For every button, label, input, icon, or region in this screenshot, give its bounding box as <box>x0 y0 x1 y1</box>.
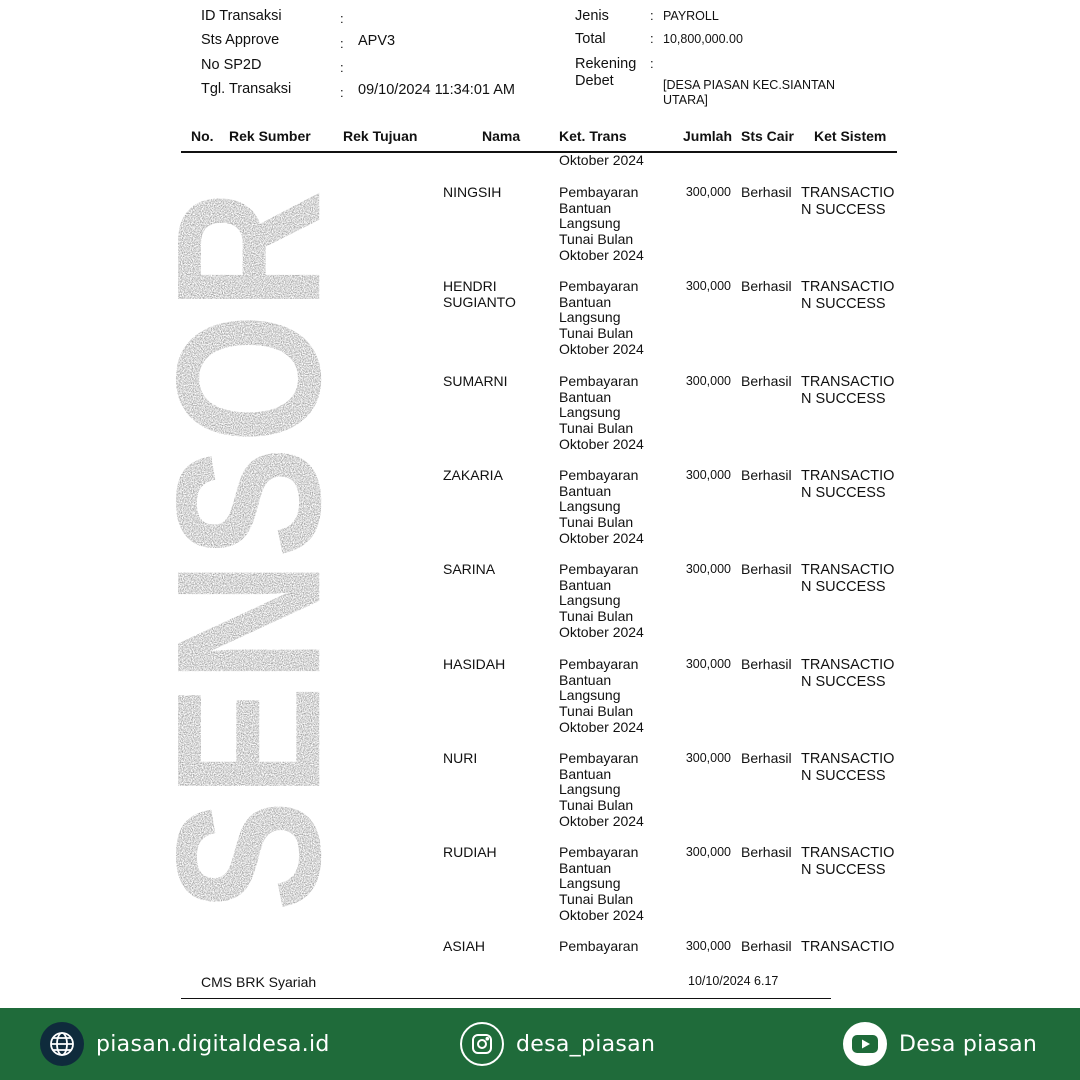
colon: : <box>650 31 654 46</box>
footer-app-name: CMS BRK Syariah <box>201 974 317 990</box>
row-jumlah: 300,000 <box>685 657 731 671</box>
row-sts-cair: Berhasil <box>741 373 792 389</box>
row-jumlah: 300,000 <box>685 939 731 953</box>
id-transaksi-label: ID Transaksi <box>201 8 282 24</box>
row-jumlah: 300,000 <box>685 468 731 482</box>
row-ket-sistem: TRANSACTIO N SUCCESS <box>801 185 895 218</box>
row-jumlah: 300,000 <box>685 845 731 859</box>
row-ket-trans: Pembayaran <box>559 938 639 954</box>
column-header-ket-sistem: Ket Sistem <box>814 128 887 144</box>
stamp-lettering: SENSOR <box>132 186 364 912</box>
column-header-rek-sumber: Rek Sumber <box>229 128 311 144</box>
row-ket-trans: Pembayaran Bantuan Langsung Tunai Bulan Oktober 2024 <box>559 278 644 357</box>
row-sts-cair: Berhasil <box>741 561 792 577</box>
row-ket-trans: Pembayaran Bantuan Langsung Tunai Bulan Oktober 2024 <box>559 750 644 829</box>
youtube-link[interactable] <box>843 1022 1037 1066</box>
row-jumlah: 300,000 <box>685 562 731 576</box>
row-ket-trans: Pembayaran Bantuan Langsung Tunai Bulan Oktober 2024 <box>559 373 644 452</box>
website-label: piasan.digitaldesa.id <box>96 1031 330 1057</box>
row-ket-sistem: TRANSACTIO N SUCCESS <box>801 751 895 784</box>
row-ket-trans: Pembayaran Bantuan Langsung Tunai Bulan Oktober 2024 <box>559 561 644 640</box>
tgl-transaksi-label: Tgl. Transaksi <box>201 81 292 97</box>
row-ket-sistem: TRANSACTIO N SUCCESS <box>801 657 895 690</box>
column-header-sts-cair: Sts Cair <box>741 128 794 144</box>
sts-approve-value: APV3 <box>358 33 396 49</box>
total-label: Total <box>575 31 606 47</box>
row-sts-cair: Berhasil <box>741 844 792 860</box>
row-sts-cair: Berhasil <box>741 750 792 766</box>
column-header-jumlah: Jumlah <box>683 128 733 144</box>
row-jumlah: 300,000 <box>685 751 731 765</box>
row-jumlah: 300,000 <box>685 279 731 293</box>
colon: : <box>340 85 344 100</box>
row-sts-cair: Berhasil <box>741 467 792 483</box>
row-sts-cair: Berhasil <box>741 938 792 954</box>
instagram-link[interactable] <box>460 1022 655 1066</box>
row-jumlah: 300,000 <box>685 374 731 388</box>
instagram-icon <box>460 1022 504 1066</box>
row-ket-trans: Pembayaran Bantuan Langsung Tunai Bulan Oktober 2024 <box>559 656 644 735</box>
continued-ket-trans: Oktober 2024 <box>559 152 644 168</box>
row-ket-sistem: TRANSACTIO <box>801 939 895 955</box>
column-header-ket-trans: Ket. Trans <box>559 128 627 144</box>
row-ket-sistem: TRANSACTIO N SUCCESS <box>801 845 895 878</box>
tgl-transaksi-value: 09/10/2024 11:34:01 AM <box>358 82 515 98</box>
total-value: 10,800,000.00 <box>663 32 743 46</box>
row-nama: SARINA <box>443 561 496 577</box>
column-header-no: No. <box>191 128 214 144</box>
column-header-rek-tujuan: Rek Tujuan <box>343 128 418 144</box>
row-jumlah: 300,000 <box>685 185 731 199</box>
colon: : <box>650 56 654 71</box>
row-sts-cair: Berhasil <box>741 278 792 294</box>
row-ket-sistem: TRANSACTIO N SUCCESS <box>801 279 895 312</box>
row-nama: NURI <box>443 750 478 766</box>
row-ket-trans: Pembayaran Bantuan Langsung Tunai Bulan Oktober 2024 <box>559 184 644 263</box>
youtube-icon <box>843 1022 887 1066</box>
jenis-value: PAYROLL <box>663 9 719 23</box>
sts-approve-label: Sts Approve <box>201 32 280 48</box>
row-nama: ASIAH <box>443 938 486 954</box>
row-nama: RUDIAH <box>443 844 497 860</box>
row-nama: ZAKARIA <box>443 467 503 483</box>
row-ket-sistem: TRANSACTIO N SUCCESS <box>801 374 895 407</box>
social-banner <box>0 1008 1080 1080</box>
column-header-nama: Nama <box>482 128 521 144</box>
censor-stamp <box>132 186 424 912</box>
footer-timestamp: 10/10/2024 6.17 <box>688 974 779 988</box>
colon: : <box>340 11 344 26</box>
globe-icon <box>40 1022 84 1066</box>
header-divider <box>181 151 897 153</box>
rekening-debet-value: [DESA PIASAN KEC.SIANTAN UTARA] <box>663 78 836 107</box>
rekening-label: Rekening <box>575 56 637 72</box>
website-link[interactable] <box>40 1022 330 1066</box>
row-nama: HENDRI SUGIANTO <box>443 278 516 310</box>
no-sp2d-label: No SP2D <box>201 57 262 73</box>
youtube-label: Desa piasan <box>899 1031 1038 1057</box>
instagram-label: desa_piasan <box>516 1031 656 1057</box>
row-ket-sistem: TRANSACTIO N SUCCESS <box>801 562 895 595</box>
colon: : <box>340 36 344 51</box>
row-nama: SUMARNI <box>443 373 508 389</box>
footer-divider <box>181 998 831 999</box>
row-sts-cair: Berhasil <box>741 656 792 672</box>
debet-label: Debet <box>575 73 614 89</box>
jenis-label: Jenis <box>575 8 609 24</box>
row-nama: HASIDAH <box>443 656 506 672</box>
row-sts-cair: Berhasil <box>741 184 792 200</box>
colon: : <box>340 60 344 75</box>
colon: : <box>650 8 654 23</box>
row-ket-trans: Pembayaran Bantuan Langsung Tunai Bulan Oktober 2024 <box>559 844 644 923</box>
row-ket-sistem: TRANSACTIO N SUCCESS <box>801 468 895 501</box>
row-nama: NINGSIH <box>443 184 502 200</box>
row-ket-trans: Pembayaran Bantuan Langsung Tunai Bulan Oktober 2024 <box>559 467 644 546</box>
